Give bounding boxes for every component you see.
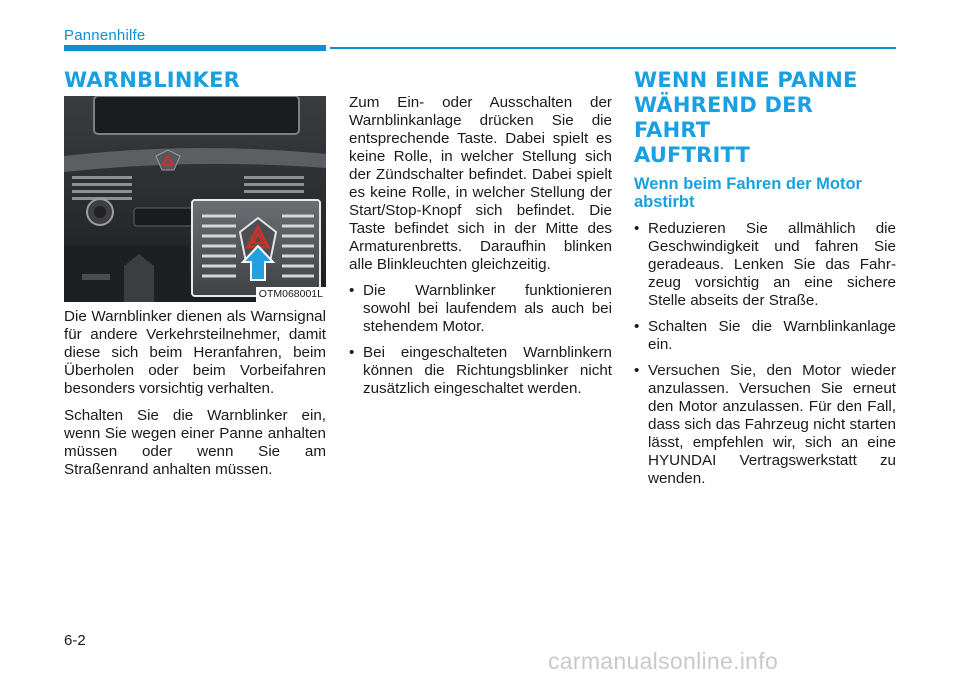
col1-body bbox=[64, 308, 326, 479]
paragraph: Die Warnblinker dienen als Warnsignal für andere Verkehrsteilnehmer, damit diese sich beim Heranfahren, beim Überholen oder beim Vorbeifahren besonders vorsichtig verhalten. bbox=[64, 308, 326, 397]
list-item: • Bei eingeschalteten Warnblinkern können die Richtungsblinker nicht zusätzlich eingeschaltet werden. bbox=[349, 344, 612, 398]
section-label: Pannenhilfe bbox=[64, 27, 146, 44]
list-item: • Reduzieren Sie allmählich die Geschwindigkeit und fahren Sie geradeaus. Lenken Sie das Fahrzeug vorsichtig an eine sichere Stelle abseits der Straße. bbox=[634, 220, 896, 310]
title-line: WÄHREND DER FAHRT bbox=[634, 93, 814, 142]
title-line: AUFTRITT bbox=[634, 143, 751, 167]
dashboard-figure bbox=[64, 96, 326, 302]
list-item: • Die Warnblinker funktionieren sowohl bei laufendem als auch bei stehendem Motor. bbox=[349, 282, 612, 336]
header-rule-thin bbox=[330, 47, 896, 49]
watermark: carmanualsonline.info bbox=[548, 648, 779, 674]
figure-caption: OTM068001L bbox=[256, 287, 326, 302]
page-number: 6-2 bbox=[64, 632, 86, 649]
bullet-list bbox=[634, 220, 896, 488]
dashboard-illustration bbox=[64, 96, 326, 302]
bullet-list bbox=[349, 282, 612, 398]
header-rule-thick bbox=[64, 45, 326, 51]
title-line: WENN EINE PANNE bbox=[634, 68, 858, 92]
section-title-warnblinker: WARNBLINKER bbox=[64, 68, 240, 92]
list-item: • Schalten Sie die Warnblinkanlage ein. bbox=[634, 318, 896, 354]
section-title-breakdown bbox=[634, 68, 896, 168]
paragraph: Schalten Sie die Warnblinker ein, wenn Sie wegen einer Panne anhalten müssen oder wenn Sie am Straßenrand anhalten müssen. bbox=[64, 407, 326, 478]
list-item: • Versuchen Sie, den Motor wieder anzulassen. Versuchen Sie erneut den Motor anzulassen. Für den Fall, dass sich das Fahrzeug nicht starten lässt, empfehlen wir, sich an eine HYUNDAI Vertragswerkstatt zu wenden. bbox=[634, 362, 896, 488]
column-hazard-operation bbox=[349, 94, 612, 406]
subsection-title bbox=[634, 175, 896, 211]
subtitle-line: Wenn beim Fahren der Motor bbox=[634, 175, 862, 193]
subtitle-line: abstirbt bbox=[634, 193, 695, 211]
column-breakdown bbox=[634, 68, 896, 496]
paragraph: Zum Ein- oder Ausschalten der Warnblinkanlage drücken Sie die entsprechende Taste. Dabei spielt es keine Rolle, in welcher Stellung sich der Zündschalter befindet. Dabei spielt es keine Rolle, in welcher Stellung der Start/Stop-Knopf sich befindet. Die Taste befindet sich in der Mitte des Armaturenbretts. Daraufhin blinken alle Blinkleuchten gleichzeitig. bbox=[349, 94, 612, 273]
